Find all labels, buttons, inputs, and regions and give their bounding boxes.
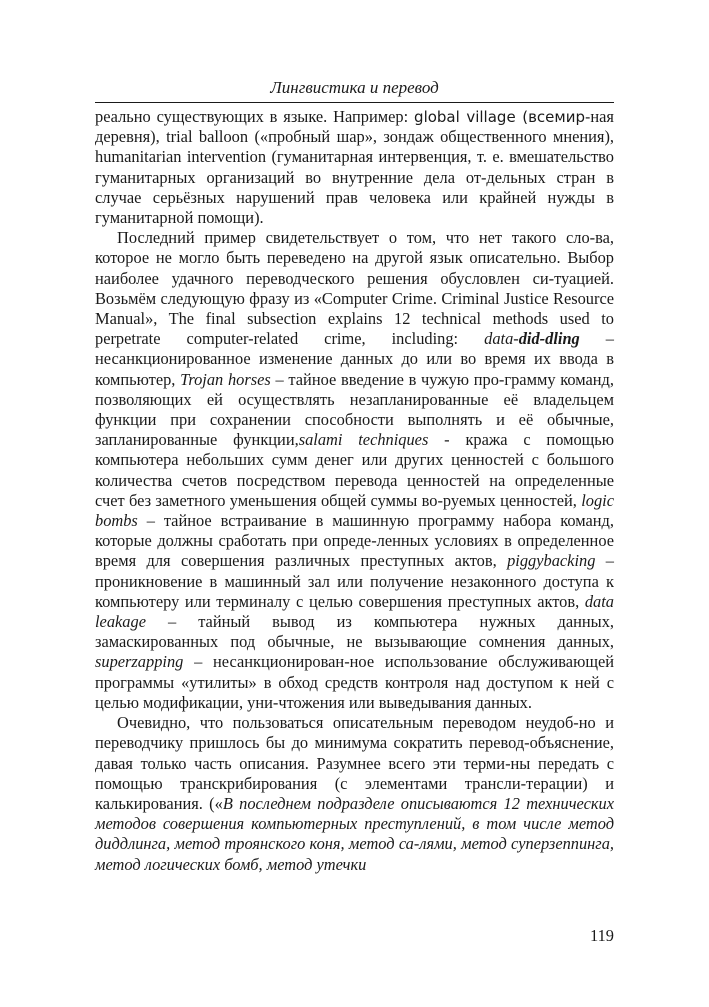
- paragraph-2: Последний пример свидетельствует о том, что нет такого сло-ва, которое не могло быть переведено на другой язык описательно. Выбор наиболее удачного переводческого решения обусловлен си-туацией. Возьмём следующую фразу из «Computer Crime. Criminal Justice Resource Manual», The final subsection explains 12 technical methods used to perpetrate computer-related crime, including: data-did-dling – несанкционированное изменение данных до или во время их ввода в компьютер, Trojan horses – тайное введение в чужую про-грамму команд, позволяющих ей осуществлять незапланированные её владельцем функции при сохранении способности выполнять и её обычные, запланированные функции,salami techniques - кража с помощью компьютера небольших сумм денег или других ценностей с большого количества счетов посредством перевода ценностей на определенные счет без заметного уменьшения общей суммы во-руемых ценностей, logic bombs – тайное встраивание в машинную программу набора команд, которые должны сработать при опреде-ленных условиях в определенное время для совершения различных преступных актов, piggybacking – проникновение в машинный зал или получение незаконного доступа к компьютеру или терминалу с целью совершения преступных актов, data leakage – тайный вывод из компьютера нужных данных, замаскированных под обычные, не вызывающие сомнения данных, superzapping – несанкционирован-ное использование обслуживающей программы «утилиты» в обход средств контроля над доступом к ней с целью модификации, уни-чтожения или выведывания данных.: [95, 228, 615, 712]
- term-piggybacking: piggybacking: [507, 551, 596, 571]
- main-text: [95, 107, 614, 875]
- page-number: 119: [590, 926, 614, 945]
- paragraph-1: реально существующих в языке. Например: global village (всемир-ная деревня), trial balloon («пробный шар», зондаж общественного мнения), humanitarian intervention (гуманитарная интервенция, т. е. вмешательство гуманитарных организаций во внутренние дела от-дельных стран в случае серьёзных нарушений прав человека или крайней нужды в гуманитарной помощи).: [95, 107, 614, 228]
- highlighted-term: global village (всемир-: [414, 108, 591, 126]
- term-superzapping: superzapping: [95, 652, 184, 672]
- term-salami-techniques: salami techniques: [298, 430, 429, 450]
- term-data-diddling-part1: data-: [484, 329, 519, 349]
- term-trojan-horses: Trojan horses: [180, 369, 271, 389]
- paragraph-3: Очевидно, что пользоваться описательным переводом неудоб-но и переводчику пришлось бы до минимума сократить перевод-объяснение, давая только часть описания. Разумнее всего эти терми-ны передать с помощью транскрибирования (с элементами трансли-терации) и калькирования. («В последнем подразделе описываются 12 технических методов совершения компьютерных преступлений, в том числе метод диддлинга, метод троянского коня, метод са-лями, метод суперзеппинга, метод логических бомб, метод утечки: [95, 713, 614, 874]
- running-header: Лингвистика и перевод: [95, 78, 614, 103]
- term-data-leakage: data leakage: [95, 591, 614, 632]
- term-data-diddling-part2: did-dling: [518, 329, 580, 349]
- translation-example: В последнем подразделе описываются 12 технических методов совершения компьютерных преступлений, в том числе метод диддлинга, метод троянского коня, метод са-лями, метод суперзеппинга, метод логических бомб, метод утечки: [95, 793, 614, 874]
- term-logic-bombs: logic bombs: [95, 490, 614, 531]
